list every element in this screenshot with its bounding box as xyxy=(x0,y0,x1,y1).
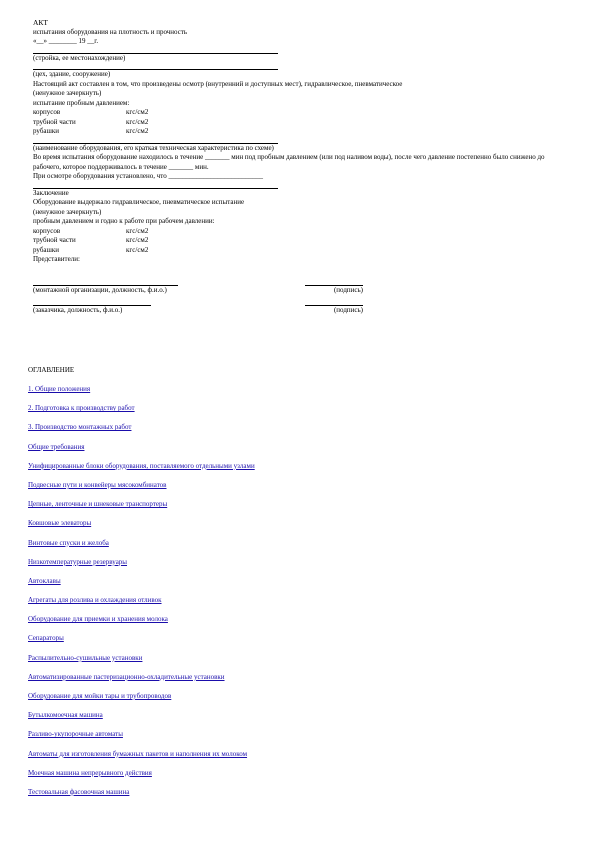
conclusion-caption: (ненужное зачеркнуть) xyxy=(33,207,102,216)
section-rule xyxy=(33,63,278,70)
act-subtitle: испытания оборудования на плотность и прочность xyxy=(33,27,188,36)
act-document xyxy=(33,18,573,316)
equipment-caption: (наименование оборудования, его краткая техническая характеристика по схеме) xyxy=(33,143,274,152)
inspection-line: При осмотре оборудования установлено, что ___________________________ xyxy=(33,172,263,180)
toc-link[interactable]: Подвесные пути и конвейеры мясокомбинатов xyxy=(28,480,167,489)
object-rule xyxy=(33,47,278,54)
pressure-row: трубной части кгс/см2 xyxy=(33,117,149,126)
toc-link[interactable]: Винтовые спуски и желоба xyxy=(28,538,109,547)
conclusion-label: Заключение xyxy=(33,188,69,197)
toc-link[interactable]: Сепараторы xyxy=(28,634,64,643)
section-caption: (цех, здание, сооружение) xyxy=(33,70,111,78)
toc-link[interactable]: Низкотемпературные резервуары xyxy=(28,557,128,566)
conclusion-text: Оборудование выдержало гидравлическое, пневматическое испытание xyxy=(33,198,245,206)
toc-link[interactable]: 1. Общие положения xyxy=(28,385,91,393)
toc-link[interactable]: Общие требования xyxy=(28,442,85,451)
toc-link[interactable]: Автоклавы xyxy=(28,576,61,585)
equipment-rule xyxy=(33,137,278,144)
toc-link[interactable]: 2. Подготовка к производству работ xyxy=(28,404,135,413)
object-caption: (стройка, ее местонахождение) xyxy=(33,53,126,62)
toc-link[interactable]: Тестовальная фасовочная машина xyxy=(28,787,130,796)
toc-link[interactable]: Распылительно-сушильные установки xyxy=(28,653,143,662)
allowed-row: трубной части кгс/см2 xyxy=(33,236,149,244)
test-pressure-label: испытание пробным давлением: xyxy=(33,98,130,107)
toc-link[interactable]: Моечная машина непрерывного действия xyxy=(28,768,152,777)
toc-link[interactable]: Автоматы для изготовления бумажных пакетов и наполнения их молоком xyxy=(28,749,248,758)
toc-link[interactable]: Оборудование для приемки и хранения молока xyxy=(28,615,168,624)
toc-link[interactable]: Бутылкомоечная машина xyxy=(28,711,103,720)
allowed-row: рубашки кгс/см2 xyxy=(33,245,149,254)
act-title: АКТ xyxy=(33,18,48,27)
toc-link[interactable]: Ковшовые элеваторы xyxy=(28,519,92,528)
allowed-row: корпусов кгс/см2 xyxy=(33,226,149,235)
toc-heading: ОГЛАВЛЕНИЕ xyxy=(28,366,75,374)
act-date-line: «__» ________ 19 __г. xyxy=(33,37,99,45)
table-of-contents xyxy=(28,366,568,807)
inspection-rule xyxy=(33,182,278,189)
representatives-label: Представители: xyxy=(33,255,80,263)
signature-rules-2 xyxy=(33,299,363,306)
test-paragraph: Во время испытания оборудование находилось в течение _______ мин под пробным давлением (или под наливом воды), после чего давление постепенно было снижено до рабочего, которое поддерживалось в течение _______ мин. xyxy=(33,153,545,171)
signature-row: (заказчика, должность, ф.и.о.) (подпись) xyxy=(33,306,363,314)
toc-link[interactable]: Унифицированные блоки оборудования, поставляемого отдельными узлами xyxy=(28,461,255,470)
toc-link[interactable]: Автоматизированные пастеризационно-охладительные установки xyxy=(28,672,225,681)
statement-text: Настоящий акт составлен в том, что произведены осмотр (внутренний и доступных мест), гидравлическое, пневматическое xyxy=(33,79,403,88)
signature-rules-1 xyxy=(33,279,363,286)
toc-link[interactable]: Цепные, ленточные и шнековые транспортеры xyxy=(28,500,168,509)
toc-link[interactable]: 3. Производство монтажных работ xyxy=(28,423,132,432)
pressure-row: рубашки кгс/см2 xyxy=(33,127,149,135)
allowed-pressure-text: пробным давлением и годно к работе при рабочем давлении: xyxy=(33,217,215,225)
pressure-row: корпусов кгс/см2 xyxy=(33,108,149,116)
statement-caption: (ненужное зачеркнуть) xyxy=(33,89,102,97)
toc-link[interactable]: Разливо-укупорочные автоматы xyxy=(28,730,123,739)
toc-link[interactable]: Оборудование для мойки тары и трубопроводов xyxy=(28,692,172,700)
signature-row: (монтажной организации, должность, ф.и.о.) (подпись) xyxy=(33,285,363,294)
toc-link[interactable]: Агрегаты для розлива и охлаждения отливок xyxy=(28,596,162,605)
